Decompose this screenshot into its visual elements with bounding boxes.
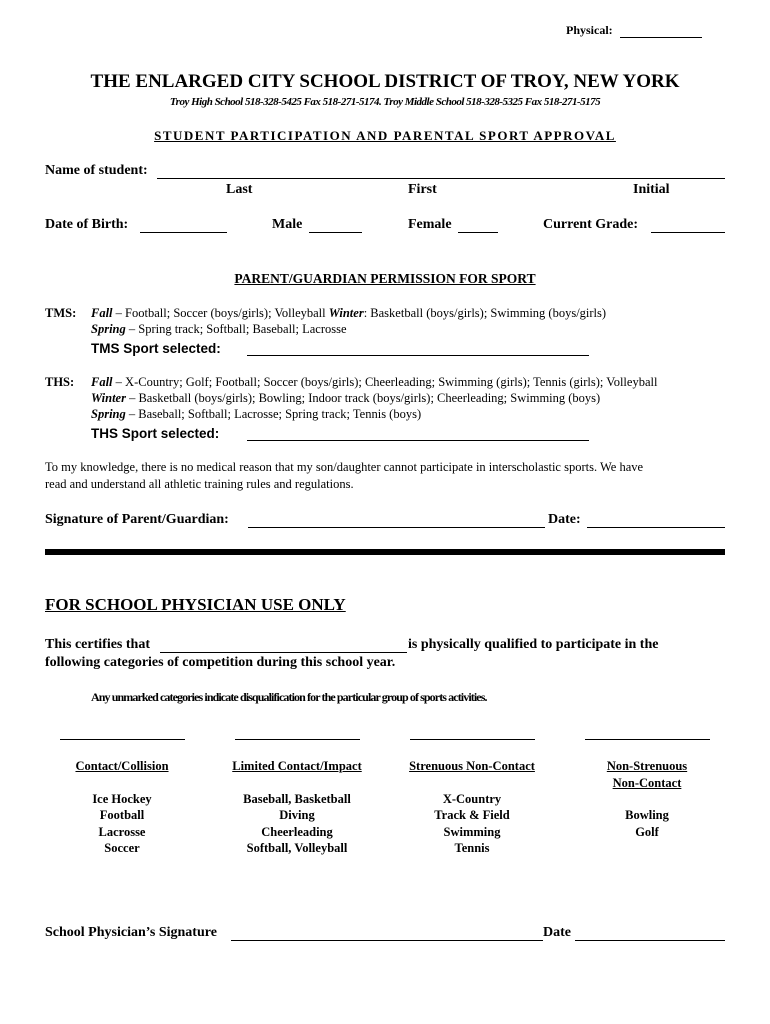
certify-end: is physically qualified to participate in the [408,637,659,652]
certified-student-field[interactable] [160,652,407,653]
ths-selected-field[interactable] [247,440,589,441]
physical-label: Physical: [566,23,613,37]
sport-item: Lacrosse [98,824,146,839]
initial-label: Initial [633,182,670,197]
section-divider [45,549,725,555]
category-contact-collision [47,758,197,857]
category-name: Non-Strenuous [606,759,688,773]
category-name-line-2: Non-Contact [612,775,682,790]
ths-fall: Fall – X-Country; Golf; Football; Soccer (boys/girls); Cheerleading; Swimming (girls); Tennis (girls); Volleyball [91,375,658,389]
strenuous-non-contact-mark[interactable] [410,739,535,740]
school-contact: Troy High School 518-328-5425 Fax 518-271-5174. Troy Middle School 518-328-5325 Fax 518-271-5175 [169,96,601,108]
category-name: Contact/Collision [75,759,169,773]
sport-item: Football [99,808,145,822]
physician-signature-field[interactable] [231,940,543,941]
ths-selected-label: THS Sport selected: [91,426,220,441]
first-label: First [408,182,437,197]
last-label: Last [226,182,253,197]
tms-fall-winter: Fall – Football; Soccer (boys/girls); Volleyball Winter: Basketball (boys/girls); Swimming (boys/girls) [91,306,607,320]
physician-date-label: Date [543,925,571,940]
sport-item: X-Country [442,791,502,806]
dob-field[interactable] [140,232,227,233]
female-label: Female [408,217,452,232]
sport-item: Track & Field [434,808,510,822]
physician-date-field[interactable] [575,940,725,941]
sport-item: Golf [635,824,659,839]
grade-field[interactable] [651,232,725,233]
physician-signature-label: School Physician’s Signature [45,925,217,940]
category-non-strenuous [572,758,722,840]
parent-date-field[interactable] [587,527,725,528]
statement-line-1: To my knowledge, there is no medical reason that my son/daughter cannot participate in interscholastic sports. We have [45,460,644,474]
sport-item: Tennis [454,841,490,855]
category-name: Strenuous Non-Contact [409,759,535,773]
sport-item: Cheerleading [261,824,333,839]
female-field[interactable] [458,232,498,233]
sport-item: Bowling [625,808,669,822]
statement-line-2: read and understand all athletic training rules and regulations. [45,477,354,491]
disqualification-note: Any unmarked categories indicate disqualification for the particular group of sports activities. [91,690,487,704]
sport-item: Softball, Volleyball [246,841,348,855]
parent-signature-field[interactable] [248,527,545,528]
ths-winter: Winter – Basketball (boys/girls); Bowling; Indoor track (boys/girls); Cheerleading; Swimming (boys) [91,391,601,405]
contact-collision-mark[interactable] [60,739,185,740]
parent-signature-label: Signature of Parent/Guardian: [45,512,229,527]
tms-spring: Spring – Spring track; Softball; Baseball; Lacrosse [91,322,347,336]
non-strenuous-mark[interactable] [585,739,710,740]
male-label: Male [272,217,303,232]
certify-line-2: following categories of competition during this school year. [45,655,396,670]
category-strenuous-non-contact [387,758,557,857]
physician-title: FOR SCHOOL PHYSICIAN USE ONLY [45,595,346,614]
district-title: THE ENLARGED CITY SCHOOL DISTRICT OF TROY, NEW YORK [90,71,680,92]
parent-date-label: Date: [548,512,581,527]
dob-label: Date of Birth: [45,217,129,232]
tms-selected-label: TMS Sport selected: [91,341,221,356]
category-name: Limited Contact/Impact [232,759,362,773]
student-name-label: Name of student: [45,163,148,178]
limited-contact-mark[interactable] [235,739,360,740]
category-limited-contact [212,758,382,857]
sport-item: Diving [279,808,315,822]
tms-selected-field[interactable] [247,355,589,356]
sport-item: Soccer [104,841,140,855]
certify-start: This certifies that [45,637,150,652]
male-field[interactable] [309,232,362,233]
physical-field[interactable] [620,37,702,38]
ths-label: THS: [45,375,75,389]
sport-item: Ice Hockey [92,791,152,806]
student-name-field[interactable] [157,178,725,179]
permission-title: PARENT/GUARDIAN PERMISSION FOR SPORT [234,271,536,286]
form-title: STUDENT PARTICIPATION AND PARENTAL SPORT APPROVAL [154,128,616,143]
sport-item: Swimming [443,824,501,839]
ths-spring: Spring – Baseball; Softball; Lacrosse; Spring track; Tennis (boys) [91,407,422,421]
sport-item: Baseball, Basketball [243,791,351,806]
grade-label: Current Grade: [543,217,638,232]
tms-label: TMS: [45,306,77,320]
